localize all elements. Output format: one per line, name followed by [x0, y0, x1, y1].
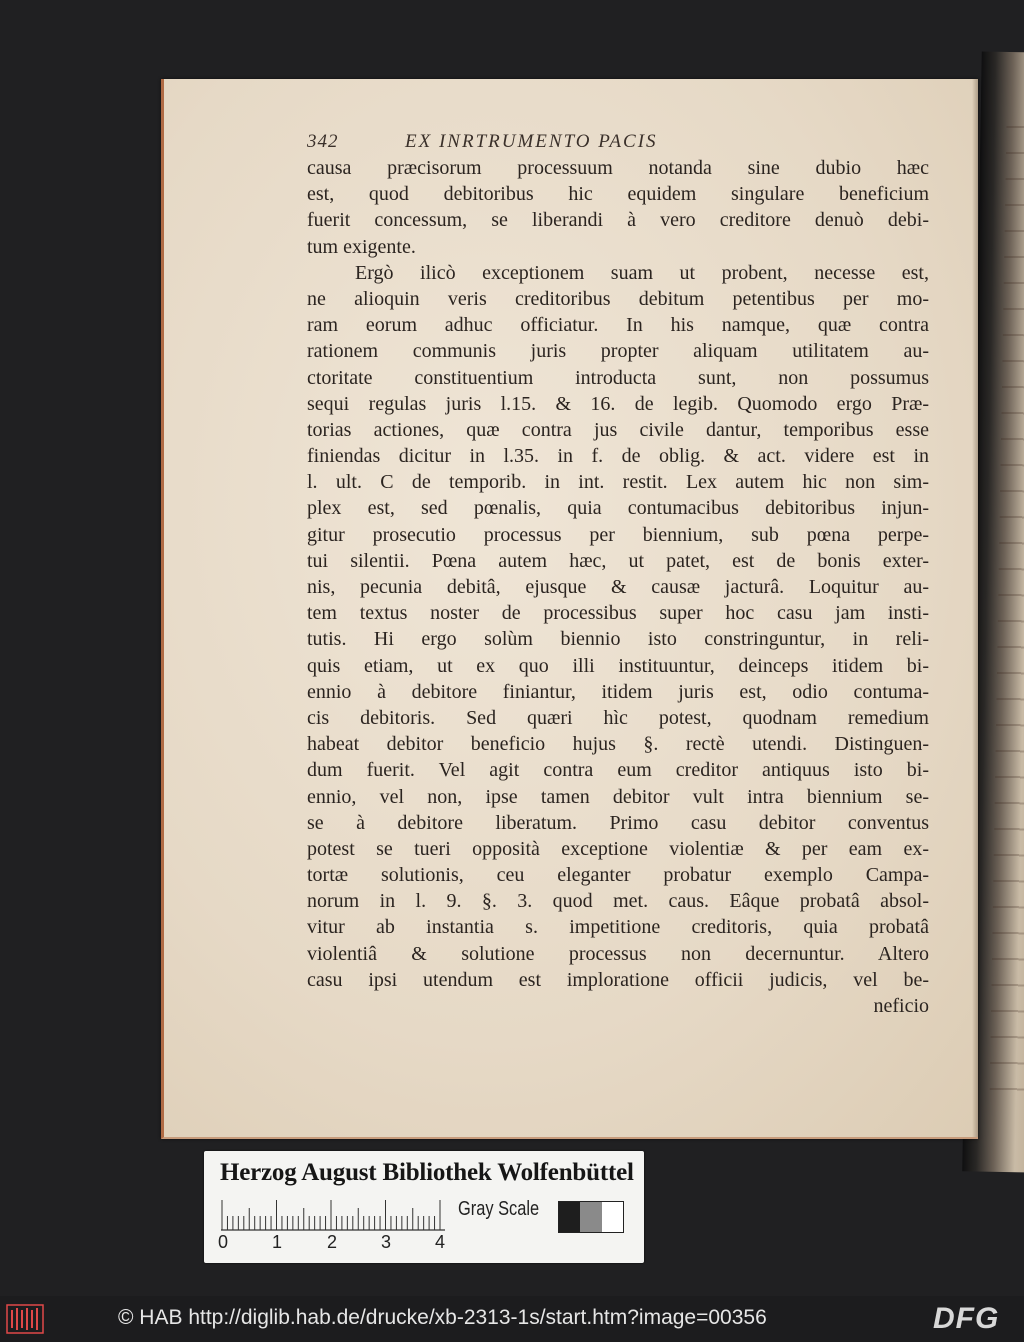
- text-line: fuerit concessum, se liberandi à vero creditore denuò debi-: [307, 209, 929, 232]
- gray-scale-swatches: [558, 1201, 624, 1233]
- text-line: quis etiam, ut ex quo illi instituuntur, deinceps itidem bi-: [307, 654, 929, 677]
- text-line: torias actiones, quæ contra jus civile dantur, temporibus esse: [307, 418, 929, 441]
- text-line: habeat debitor beneficio hujus §. rectè utendi. Distinguen-: [307, 733, 929, 756]
- text-line: rationem communis juris propter aliquam utilitatem au-: [307, 340, 929, 363]
- ruler-icon: [221, 1194, 445, 1232]
- text-line: gitur prosecutio processus per biennium, sub pœna perpe-: [307, 523, 929, 546]
- text-line: tem textus noster de processibus super hoc casu jam insti-: [307, 602, 929, 625]
- viewer-footer: [0, 1296, 1024, 1342]
- text-line: nis, pecunia debitâ, ejusque & causæ jacturâ. Loquitur au-: [307, 576, 929, 598]
- text-line: plex est, sed pœnalis, quia contumacibus debitoribus injun-: [307, 497, 929, 520]
- page-number: 342: [307, 131, 339, 152]
- hab-logo-icon: [6, 1304, 44, 1334]
- text-line: ennio à debitore finiantur, itidem juris est, odio contuma-: [307, 680, 929, 703]
- text-line: cis debitoris. Sed quæri hìc potest, quodnam remedium: [307, 706, 929, 729]
- running-head: [307, 131, 929, 155]
- text-line: violentiâ & solutione processus non decernuntur. Altero: [307, 942, 929, 965]
- gray-scale-label: Gray Scale: [458, 1198, 540, 1220]
- text-line: norum in l. 9. §. 3. quod met. caus. Eâque probatâ absol-: [307, 890, 929, 913]
- running-head-title: EX INRTRUMENTO PACIS: [405, 131, 658, 152]
- library-name: Herzog August Bibliothek Wolfenbüttel: [220, 1159, 634, 1186]
- swatch-dark: [559, 1202, 580, 1232]
- text-line: dum fuerit. Vel agit contra eum creditor antiquus isto bi-: [307, 759, 929, 782]
- text-line: se à debitore liberatum. Primo casu debitor conventus: [307, 811, 929, 834]
- text-line: ne alioquin veris creditoribus debitum petentibus per mo-: [307, 287, 929, 310]
- page-text: [307, 131, 929, 1019]
- text-line: l. ult. C de temporib. in int. restit. Lex autem hic non sim-: [307, 471, 929, 494]
- text-line: Ergò ilicò exceptionem suam ut probent, necesse est,: [355, 261, 929, 284]
- scale-number: 1: [272, 1232, 283, 1252]
- scale-number: 2: [327, 1232, 338, 1252]
- text-line: tui silentii. Pœna autem hæc, ut patet, est de bonis exter-: [307, 549, 929, 572]
- text-line: potest se tueri opposità exceptione violentiæ & per eam ex-: [307, 837, 929, 860]
- text-line: est, quod debitoribus hic equidem singulare beneficium: [307, 183, 929, 206]
- text-line: tutis. Hi ergo solùm biennio isto constringuntur, in reli-: [307, 628, 929, 651]
- book-page: [161, 79, 978, 1139]
- text-line: ctoritate constituentium introducta sunt, non possumus: [307, 366, 929, 389]
- swatch-light: [602, 1202, 623, 1232]
- text-line: vitur ab instantia s. impetitione creditoris, quia probatâ: [307, 916, 929, 939]
- text-line: causa præcisorum processuum notanda sine dubio hæc: [307, 157, 929, 179]
- text-line: ennio, vel non, ipse tamen debitor vult intra biennium se-: [307, 785, 929, 808]
- scale-number: 4: [435, 1232, 446, 1252]
- text-line: tum exigente.: [307, 235, 416, 258]
- swatch-mid: [580, 1202, 601, 1232]
- text-line: sequi regulas juris l.15. & 16. de legib. Quomodo ergo Præ-: [307, 392, 929, 415]
- text-line: casu ipsi utendum est imploratione officii judicis, vel be-: [307, 968, 929, 991]
- scale-number: 3: [381, 1232, 392, 1252]
- copyright-url-link[interactable]: © HAB http://diglib.hab.de/drucke/xb-2313-1s/start.htm?image=00356: [118, 1306, 767, 1329]
- text-line: tortæ solutionis, ceu eleganter probatur exemplo Campa-: [307, 864, 929, 887]
- scale-number: 0: [218, 1232, 229, 1252]
- scale-strip: [204, 1151, 644, 1263]
- dfg-logo: DFG: [933, 1302, 1000, 1335]
- text-line: ram eorum adhuc officiatur. In his namque, quæ contra: [307, 314, 929, 337]
- catchword: neficio: [873, 995, 929, 1017]
- text-line: finiendas dicitur in l.35. in f. de oblig. & act. videre est in: [307, 445, 929, 468]
